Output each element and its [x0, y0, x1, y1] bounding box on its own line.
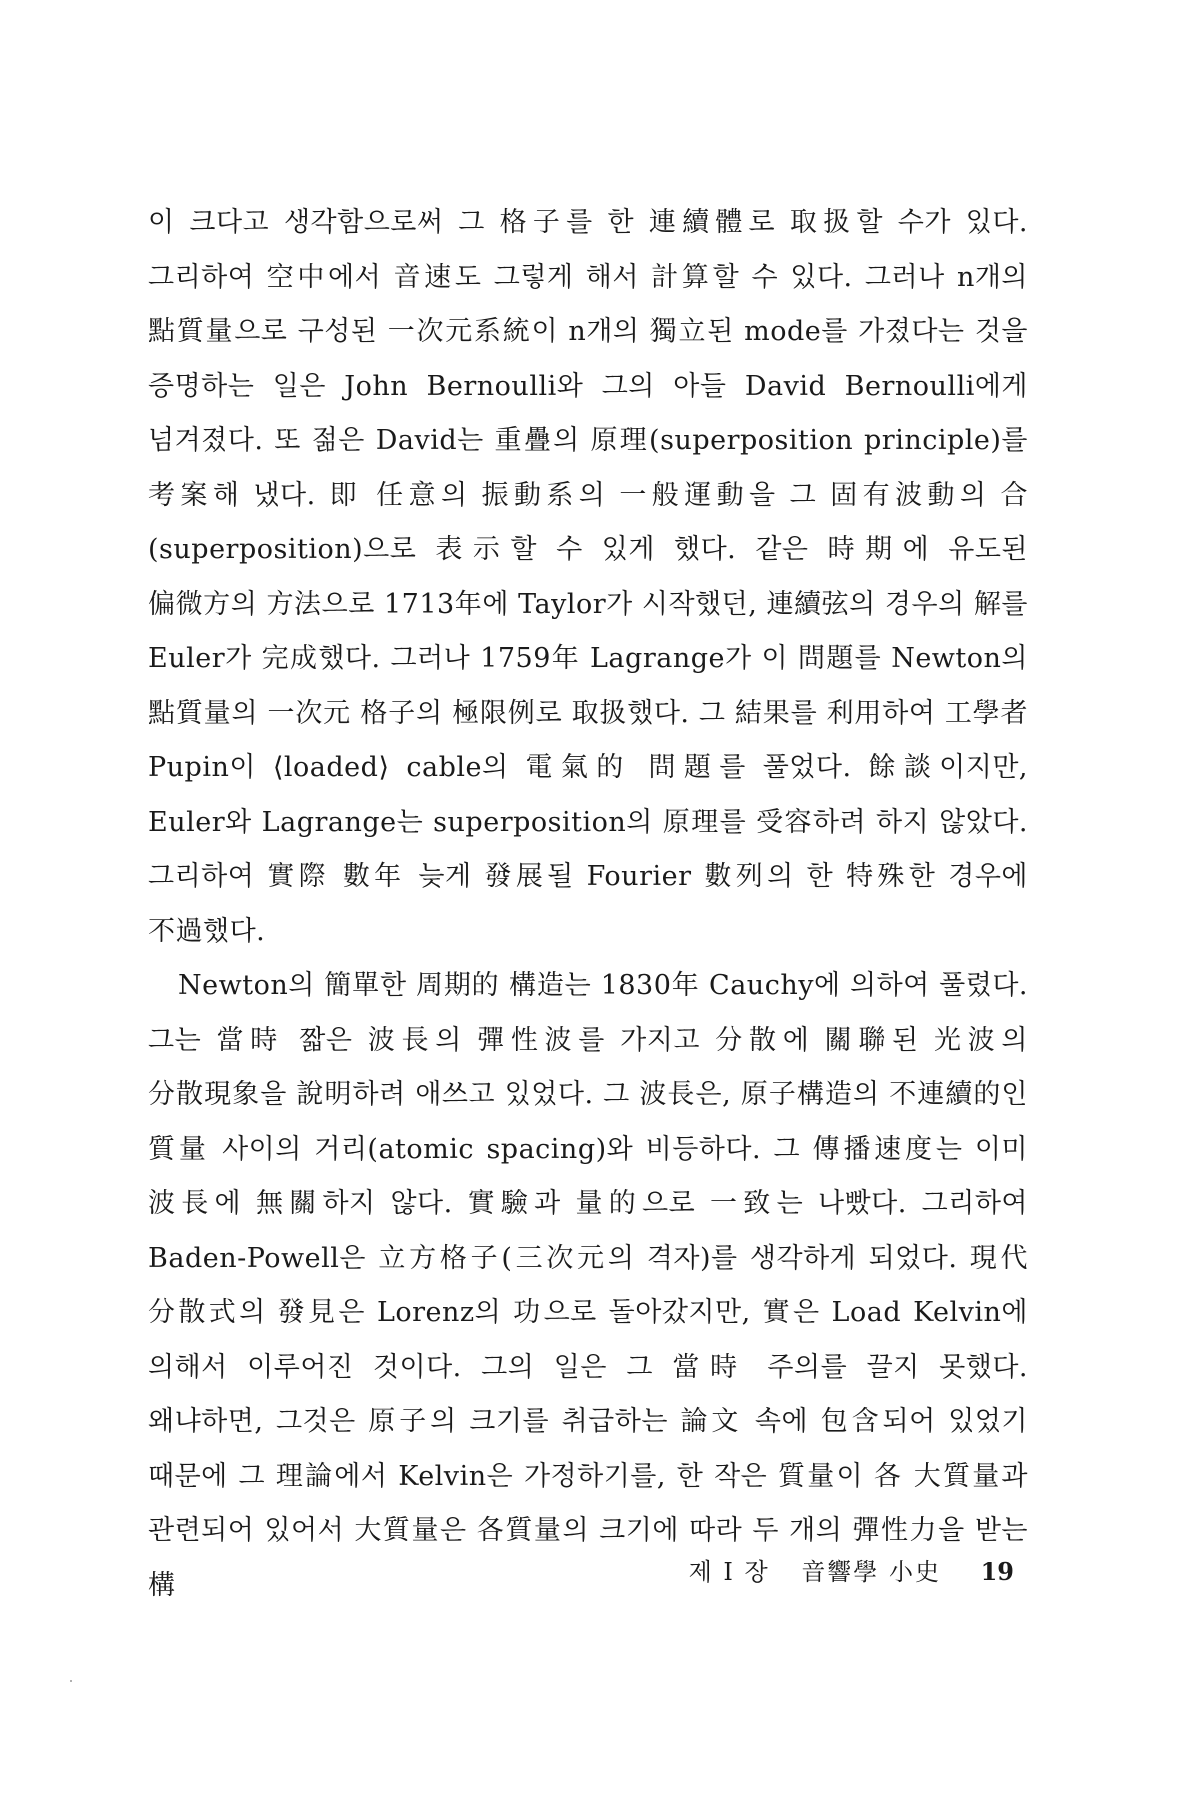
- paragraph-1: 이 크다고 생각함으로써 그 格子를 한 連續體로 取扱할 수가 있다. 그리하여 空中에서 音速도 그렇게 해서 計算할 수 있다. 그러나 n개의 點質量으로 구성된 一次元系統이 n개의 獨立된 mode를 가졌다는 것을 증명하는 일은 John Bernoulli와 그의 아들 David Bernoulli에게 넘겨졌다. 또 젊은 David는 重疊의 原理(superposition principle)를 考案해 냈다. 即 任意의 振動系의 一般運動을 그 固有波動의 合(superposition)으로 表示할 수 있게 했다. 같은 時期에 유도된 偏微方의 方法으로 1713年에 Taylor가 시작했던, 連續弦의 경우의 解를 Euler가 完成했다. 그러나 1759年 Lagrange가 이 問題를 Newton의 點質量의 一次元 格子의 極限例로 取扱했다. 그 結果를 利用하여 工學者 Pupin이 ⟨loaded⟩ cable의 電氣的 問題를 풀었다. 餘談이지만, Euler와 Lagrange는 superposition의 原理를 受容하려 하지 않았다. 그리하여 實際 數年 늦게 發展될 Fourier 數列의 한 特殊한 경우에 不過했다.: [148, 207, 1028, 947]
- footer-chapter: 제 I 장: [688, 1558, 770, 1586]
- body-text: [148, 196, 1028, 1613]
- footer-book-title: 音響學 小史: [801, 1558, 941, 1586]
- page-footer: [689, 1557, 1014, 1587]
- paragraph-2: Newton의 簡單한 周期的 構造는 1830年 Cauchy에 의하여 풀렸다. 그는 當時 짧은 波長의 彈性波를 가지고 分散에 關聯된 光波의 分散現象을 說明하려 애쓰고 있었다. 그 波長은, 原子構造의 不連續的인 質量 사이의 거리(atomic spacing)와 비등하다. 그 傳播速度는 이미 波長에 無關하지 않다. 實驗과 量的으로 一致는 나빴다. 그리하여 Baden-Powell은 立方格子(三次元의 격자)를 생각하게 되었다. 現代 分散式의 發見은 Lorenz의 功으로 돌아갔지만, 實은 Load Kelvin에 의해서 이루어진 것이다. 그의 일은 그 當時 주의를 끌지 못했다. 왜냐하면, 그것은 原子의 크기를 취급하는 論文 속에 包含되어 있었기 때문에 그 理論에서 Kelvin은 가정하기를, 한 작은 質量이 各 大質量과 관련되어 있어서 大質量은 各質量의 크기에 따라 두 개의 彈性力을 받는 構: [148, 970, 1028, 1601]
- page-number: 19: [980, 1557, 1014, 1586]
- scan-speck: [70, 1680, 72, 1682]
